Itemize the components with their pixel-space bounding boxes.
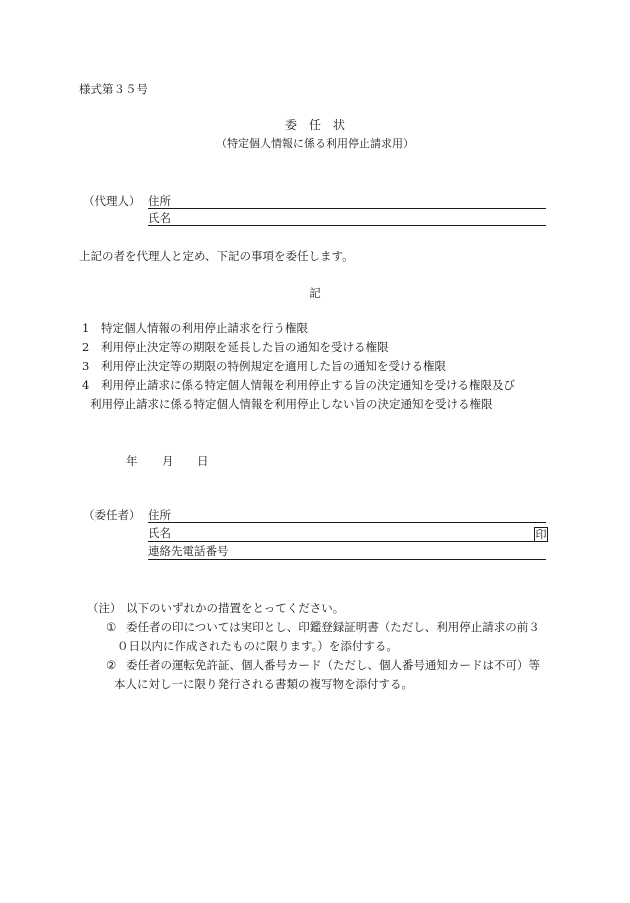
list-item-number: 2 [82, 340, 90, 354]
list-item-number: 3 [82, 359, 90, 373]
document-title: 委 任 状 [284, 118, 345, 132]
intro-text: 上記の者を代理人と定め、下記の事項を委任します。 [79, 249, 354, 263]
list-item: 利用停止請求に係る特定個人情報を利用停止する旨の決定通知を受ける権限及び [101, 378, 515, 392]
principal-name-line[interactable] [148, 541, 546, 542]
agent-label: （代理人） [83, 194, 141, 208]
note-line: 委任者の印については実印とし、印鑑登録証明書（ただし、利用停止請求の前３ [126, 620, 540, 634]
note-line: 本人に対し一に限り発行される書類の複写物を添付する。 [114, 677, 413, 691]
principal-address-label: 住所 [148, 508, 171, 522]
agent-name-line[interactable] [148, 225, 546, 226]
note-mark: ① [106, 620, 117, 634]
note-line: 委任者の運転免許証、個人番号カード（ただし、個人番号通知カードは不可）等 [126, 658, 540, 672]
note-mark: ② [106, 658, 117, 672]
form-number: 様式第３５号 [79, 82, 148, 96]
ki-heading: 記 [309, 286, 321, 300]
date-month[interactable]: 月 [162, 454, 174, 468]
agent-address-label: 住所 [148, 194, 171, 208]
principal-address-line[interactable] [148, 522, 546, 523]
list-item: 特定個人情報の利用停止請求を行う権限 [101, 321, 308, 335]
note-line: ０日以内に作成されたものに限ります。）を添付する。 [117, 639, 398, 653]
list-item: 利用停止決定等の期限の特例規定を適用した旨の通知を受ける権限 [101, 359, 446, 373]
list-item-number: 1 [82, 321, 90, 335]
principal-phone-line[interactable] [148, 559, 546, 560]
seal-box[interactable]: 印 [535, 528, 547, 541]
list-item-number: 4 [82, 378, 90, 392]
date-year[interactable]: 年 [126, 454, 138, 468]
agent-address-line[interactable] [148, 208, 546, 209]
list-item: 利用停止決定等の期限を延長した旨の通知を受ける権限 [101, 340, 389, 354]
notes-intro: 以下のいずれかの措置をとってください。 [126, 601, 345, 615]
list-item-continuation: 利用停止請求に係る特定個人情報を利用停止しない旨の決定通知を受ける権限 [90, 397, 493, 411]
document-subtitle: （特定個人情報に係る利用停止請求用） [216, 137, 414, 150]
date-day[interactable]: 日 [197, 454, 209, 468]
principal-label: （委任者） [83, 508, 141, 522]
principal-name-label: 氏名 [148, 526, 171, 540]
notes-label: （注） [87, 601, 122, 615]
agent-name-label: 氏名 [148, 211, 171, 225]
principal-phone-label: 連絡先電話番号 [148, 544, 229, 558]
